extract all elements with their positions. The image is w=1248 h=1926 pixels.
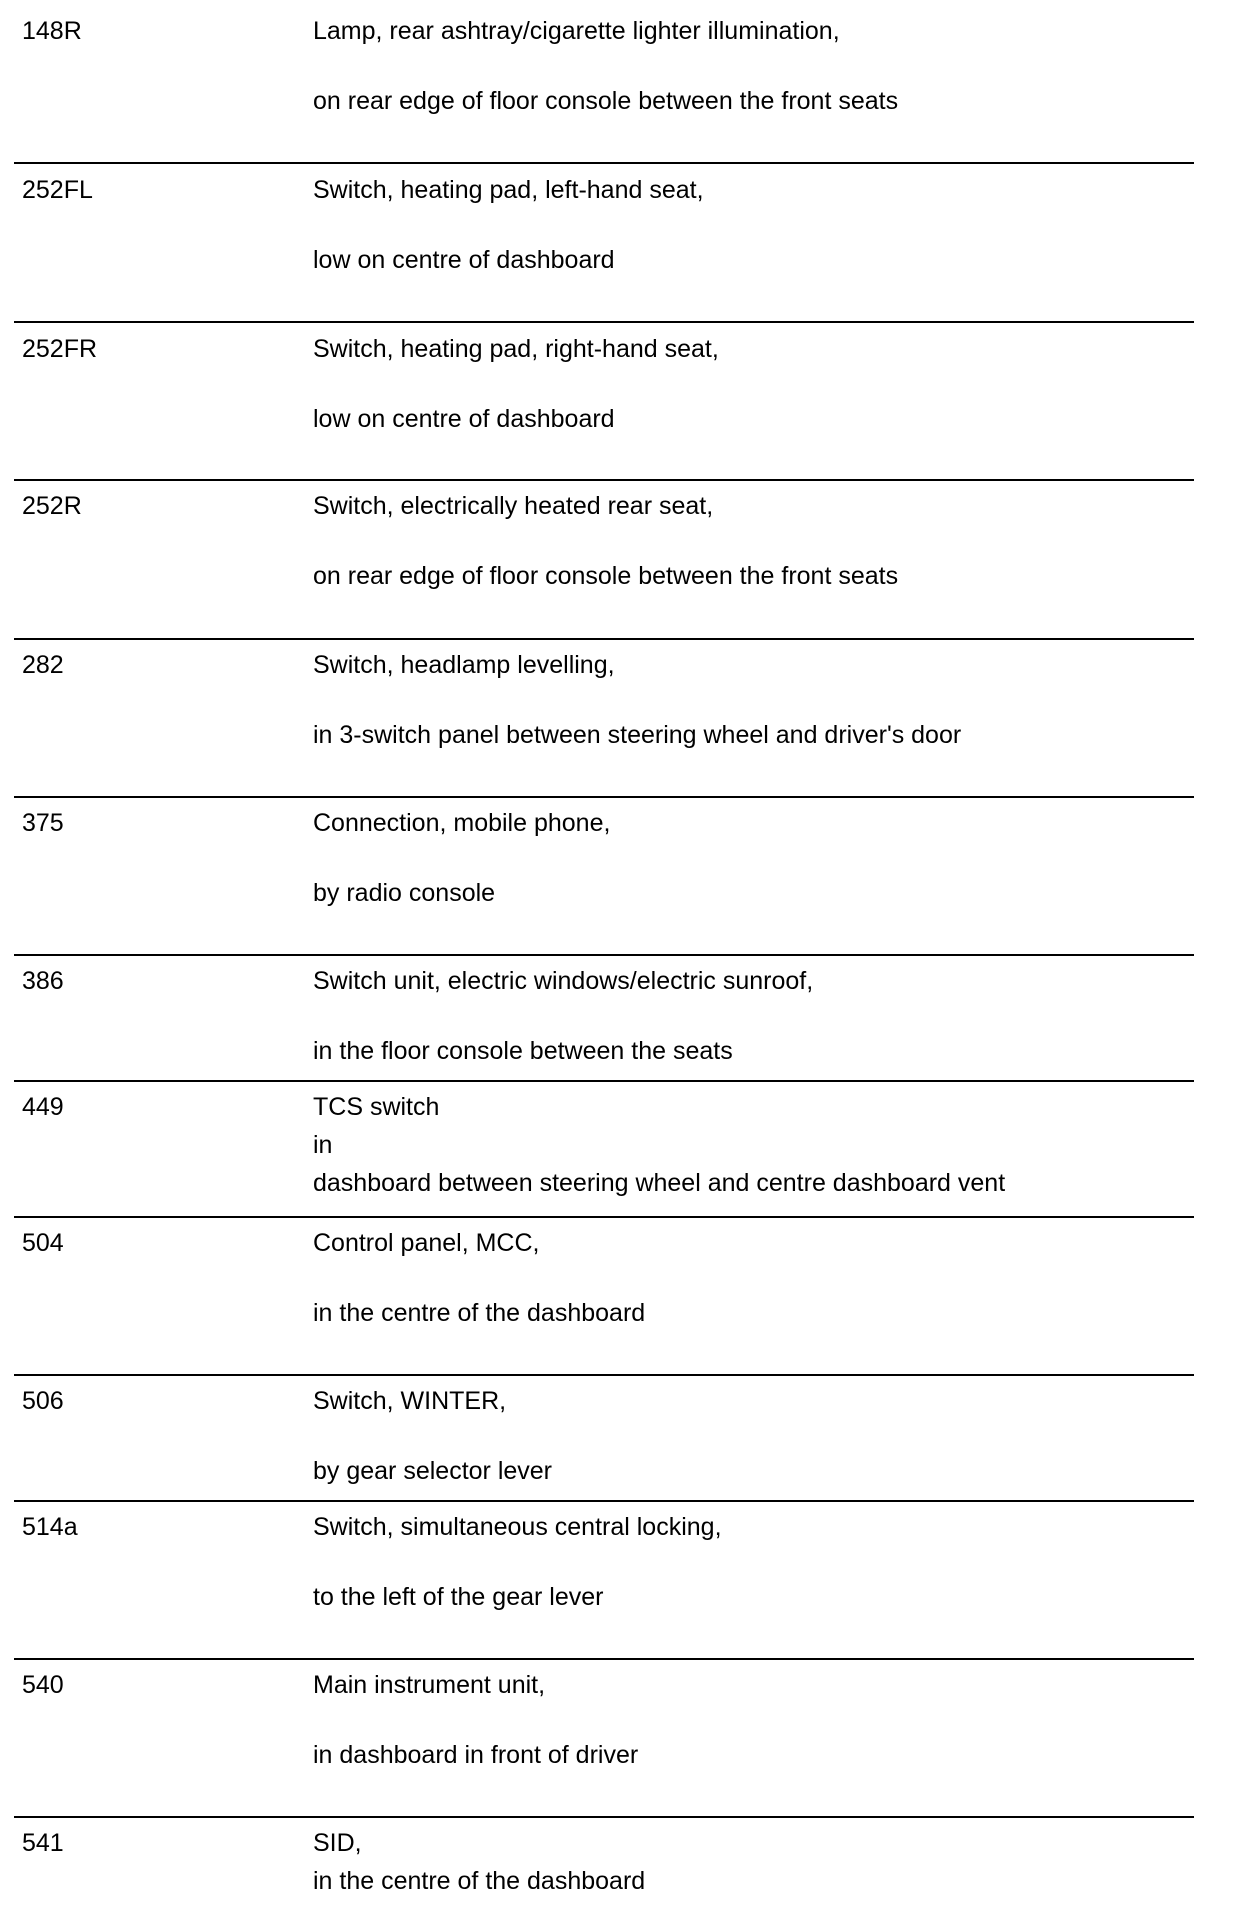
row-divider [14,796,1194,798]
component-code: 252R [22,492,82,520]
row-divider [14,479,1194,481]
component-code: 375 [22,809,64,837]
row-divider [14,321,1194,323]
row-divider [14,954,1194,956]
component-description: Switch, WINTER, [313,1387,507,1415]
component-description: TCS switch [313,1093,440,1121]
component-location: in 3-switch panel between steering wheel and driver's door [313,721,962,749]
component-description: Connection, mobile phone, [313,809,611,837]
row-divider [14,638,1194,640]
component-code: 386 [22,967,64,995]
component-code: 514a [22,1513,78,1541]
component-description: Switch, electrically heated rear seat, [313,492,714,520]
row-divider [14,1374,1194,1376]
component-description: Control panel, MCC, [313,1229,540,1257]
component-location: on rear edge of floor console between the front seats [313,87,899,115]
component-description: Switch, heating pad, right-hand seat, [313,335,719,363]
component-code: 282 [22,651,64,679]
component-code: 506 [22,1387,64,1415]
component-location: in dashboard in front of driver [313,1741,639,1769]
component-code: 541 [22,1829,64,1857]
component-location: on rear edge of floor console between the front seats [313,562,899,590]
component-code: 540 [22,1671,64,1699]
row-divider [14,162,1194,164]
component-code: 252FL [22,176,93,204]
component-location: in the floor console between the seats [313,1037,733,1065]
row-divider [14,1080,1194,1082]
component-description: Switch, heating pad, left-hand seat, [313,176,704,204]
row-divider [14,1816,1194,1818]
component-description: Switch, simultaneous central locking, [313,1513,722,1541]
component-code: 449 [22,1093,64,1121]
component-location: by radio console [313,879,496,907]
row-divider [14,1216,1194,1218]
component-location: in the centre of the dashboard [313,1867,646,1895]
component-location: low on centre of dashboard [313,405,615,433]
component-location-prefix: in [313,1131,333,1159]
component-description: Switch unit, electric windows/electric sunroof, [313,967,814,995]
row-divider [14,1500,1194,1502]
component-location: in the centre of the dashboard [313,1299,646,1327]
component-location: by gear selector lever [313,1457,553,1485]
component-description: Main instrument unit, [313,1671,546,1699]
component-code: 252FR [22,335,98,363]
component-location: low on centre of dashboard [313,246,615,274]
component-code: 148R [22,17,82,45]
component-description: SID, [313,1829,362,1857]
row-divider [14,1658,1194,1660]
component-description: Switch, headlamp levelling, [313,651,615,679]
component-description: Lamp, rear ashtray/cigarette lighter illumination, [313,17,840,45]
component-location: to the left of the gear lever [313,1583,604,1611]
component-location: dashboard between steering wheel and centre dashboard vent [313,1169,1006,1197]
component-code: 504 [22,1229,64,1257]
